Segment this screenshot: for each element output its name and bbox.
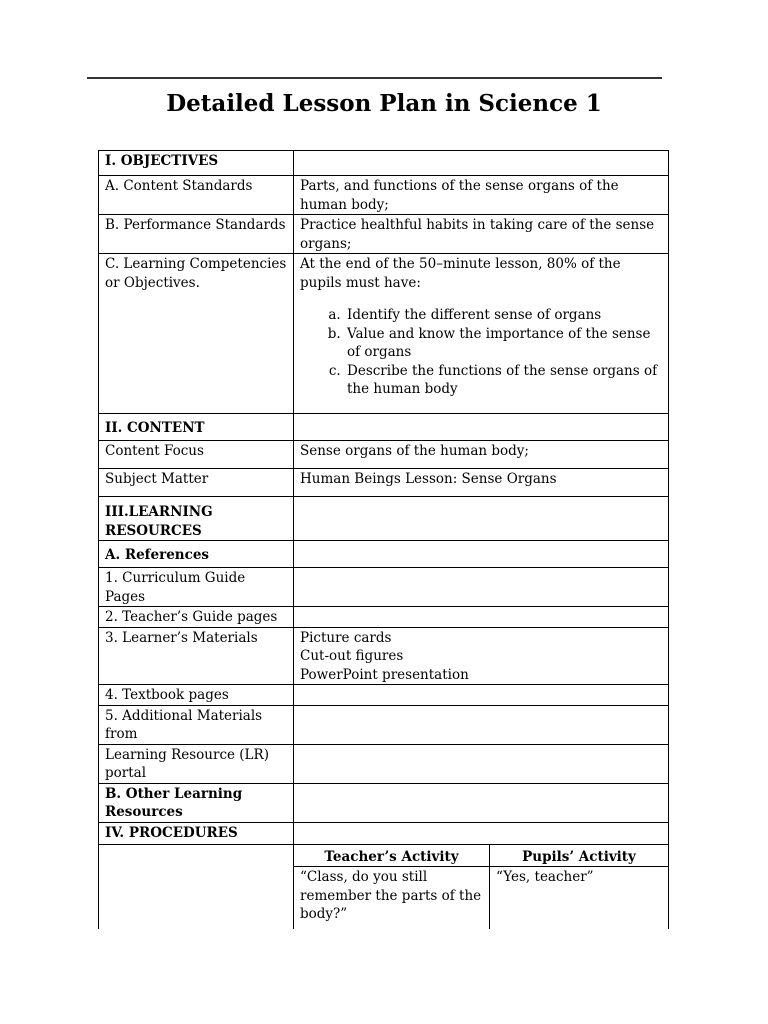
lr-portal-empty [294, 744, 669, 783]
learners-materials-value [294, 627, 669, 685]
table-row [99, 783, 669, 822]
pupils-activity-1: “Yes, teacher” [490, 867, 669, 929]
document-title: Detailed Lesson Plan in Science 1 [166, 90, 602, 117]
objectives-header-empty [294, 151, 669, 176]
curriculum-guide-empty [294, 568, 669, 607]
procedures-header: IV. PROCEDURES [99, 822, 294, 844]
table-row [99, 441, 669, 469]
additional-materials-label: 5. Additional Materials from [99, 705, 294, 744]
curriculum-guide-label: 1. Curriculum Guide Pages [99, 568, 294, 607]
content-standards-label: A. Content Standards [99, 176, 294, 215]
procedures-header-empty [294, 822, 669, 844]
procedures-left-empty [99, 844, 294, 929]
references-empty [294, 541, 669, 568]
resources-header-empty [294, 497, 669, 541]
content-header-empty [294, 414, 669, 441]
subject-matter-label: Subject Matter [99, 469, 294, 497]
content-focus-value: Sense organs of the human body; [294, 441, 669, 469]
performance-standards-value: Practice healthful habits in taking care of the sense organs; [294, 215, 669, 254]
teacher-activity-header: Teacher’s Activity [294, 844, 490, 867]
activity-header-row [99, 844, 669, 867]
table-row [99, 541, 669, 568]
textbook-pages-empty [294, 685, 669, 706]
content-standards-value: Parts, and functions of the sense organs of the human body; [294, 176, 669, 215]
other-resources-empty [294, 783, 669, 822]
table-row [99, 705, 669, 744]
table-row [99, 215, 669, 254]
competencies-list [300, 306, 662, 399]
subject-matter-value: Human Beings Lesson: Sense Organs [294, 469, 669, 497]
competencies-intro: At the end of the 50–minute lesson, 80% of the pupils must have: [300, 256, 621, 291]
competencies-label: C. Learning Competencies or Objectives. [99, 254, 294, 414]
resources-header-row [99, 497, 669, 541]
pupils-activity-header: Pupils’ Activity [490, 844, 669, 867]
competencies-cell [294, 254, 669, 414]
resources-header: III.LEARNING RESOURCES [99, 497, 294, 541]
list-item: c. Describe the functions of the sense organs of the human body [345, 362, 662, 399]
procedures-header-row [99, 822, 669, 844]
table-row [99, 176, 669, 215]
table-row [99, 254, 669, 414]
teachers-guide-label: 2. Teacher’s Guide pages [99, 607, 294, 628]
textbook-pages-label: 4. Textbook pages [99, 685, 294, 706]
table-row [99, 627, 669, 685]
learners-materials-label: 3. Learner’s Materials [99, 627, 294, 685]
references-label: A. References [99, 541, 294, 568]
top-rule [87, 77, 662, 79]
table-row [99, 607, 669, 628]
lesson-plan-table [98, 150, 669, 929]
lr-portal-label: Learning Resource (LR) portal [99, 744, 294, 783]
list-item: a. Identify the different sense of organs [345, 306, 662, 325]
objectives-header-row [99, 151, 669, 176]
table-row [99, 685, 669, 706]
teachers-guide-empty [294, 607, 669, 628]
material-item: Cut-out figures [300, 648, 404, 664]
material-item: PowerPoint presentation [300, 666, 469, 683]
teacher-activity-1: “Class, do you still remember the parts of the body?” [294, 867, 490, 929]
additional-materials-empty [294, 705, 669, 744]
table-row [99, 744, 669, 783]
objectives-header: I. OBJECTIVES [99, 151, 294, 176]
table-row [99, 568, 669, 607]
performance-standards-label: B. Performance Standards [99, 215, 294, 254]
content-header-row [99, 414, 669, 441]
content-focus-label: Content Focus [99, 441, 294, 469]
material-item: Picture cards [300, 629, 392, 646]
table-row [99, 469, 669, 497]
list-item: b. Value and know the importance of the sense of organs [345, 325, 662, 362]
content-header: II. CONTENT [99, 414, 294, 441]
other-resources-label: B. Other Learning Resources [99, 783, 294, 822]
